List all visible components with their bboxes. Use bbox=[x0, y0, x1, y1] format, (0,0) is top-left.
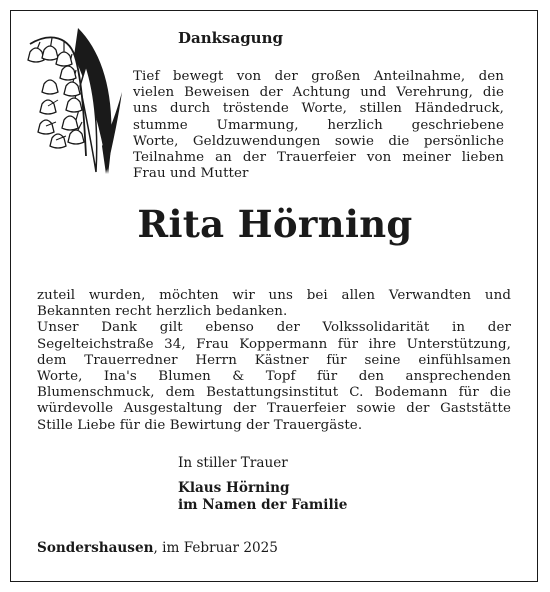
place-name: Sondershausen bbox=[37, 540, 154, 556]
intro-line: Teilnahme an der Trauerfeier von meiner lieben bbox=[133, 150, 504, 166]
signer-family: im Namen der Familie bbox=[178, 497, 348, 513]
signature-block bbox=[178, 480, 347, 514]
thanks-body bbox=[37, 288, 511, 434]
intro-paragraph bbox=[133, 69, 504, 182]
intro-line: Tief bewegt von der großen Anteilnahme, den bbox=[133, 69, 504, 84]
body-line: dem Trauerredner Herrn Kästner für seine einfühlsamen bbox=[37, 352, 511, 368]
body-line: Bekannten recht herzlich bedanken. bbox=[37, 304, 288, 320]
body-line: Unser Dank gilt ebenso der Volkssolidarität in der bbox=[37, 320, 511, 336]
signer-name: Klaus Hörning bbox=[178, 480, 290, 496]
intro-line: Worte, Geldzuwendungen sowie die persönliche bbox=[133, 133, 504, 149]
lily-of-the-valley-icon bbox=[26, 26, 122, 176]
place-date bbox=[37, 540, 278, 556]
body-line: Blumenschmuck, dem Bestattungsinstitut C. Bodemann für die bbox=[37, 385, 511, 401]
intro-line: uns durch tröstende Worte, stillen Händedruck, bbox=[133, 101, 504, 117]
body-line: würdevolle Ausgestaltung der Trauerfeier sowie der Gaststätte bbox=[37, 401, 511, 417]
intro-line: vielen Beweisen der Achtung und Verehrung, die bbox=[133, 85, 504, 101]
mourning-phrase: In stiller Trauer bbox=[178, 455, 288, 471]
date-text: , im Februar 2025 bbox=[153, 540, 278, 556]
body-line: Worte, Ina's Blumen & Topf für den ansprechenden bbox=[37, 369, 511, 385]
deceased-name: Rita Hörning bbox=[137, 202, 413, 246]
notice-heading: Danksagung bbox=[178, 29, 283, 47]
intro-line: Frau und Mutter bbox=[133, 166, 249, 182]
body-line: Segelteichstraße 34, Frau Koppermann für ihre Unterstützung, bbox=[37, 336, 511, 352]
intro-line: stumme Umarmung, herzlich geschriebene bbox=[133, 117, 504, 133]
body-line: Stille Liebe für die Bewirtung der Trauergäste. bbox=[37, 417, 363, 433]
body-line: zuteil wurden, möchten wir uns bei allen Verwandten und bbox=[37, 288, 511, 303]
